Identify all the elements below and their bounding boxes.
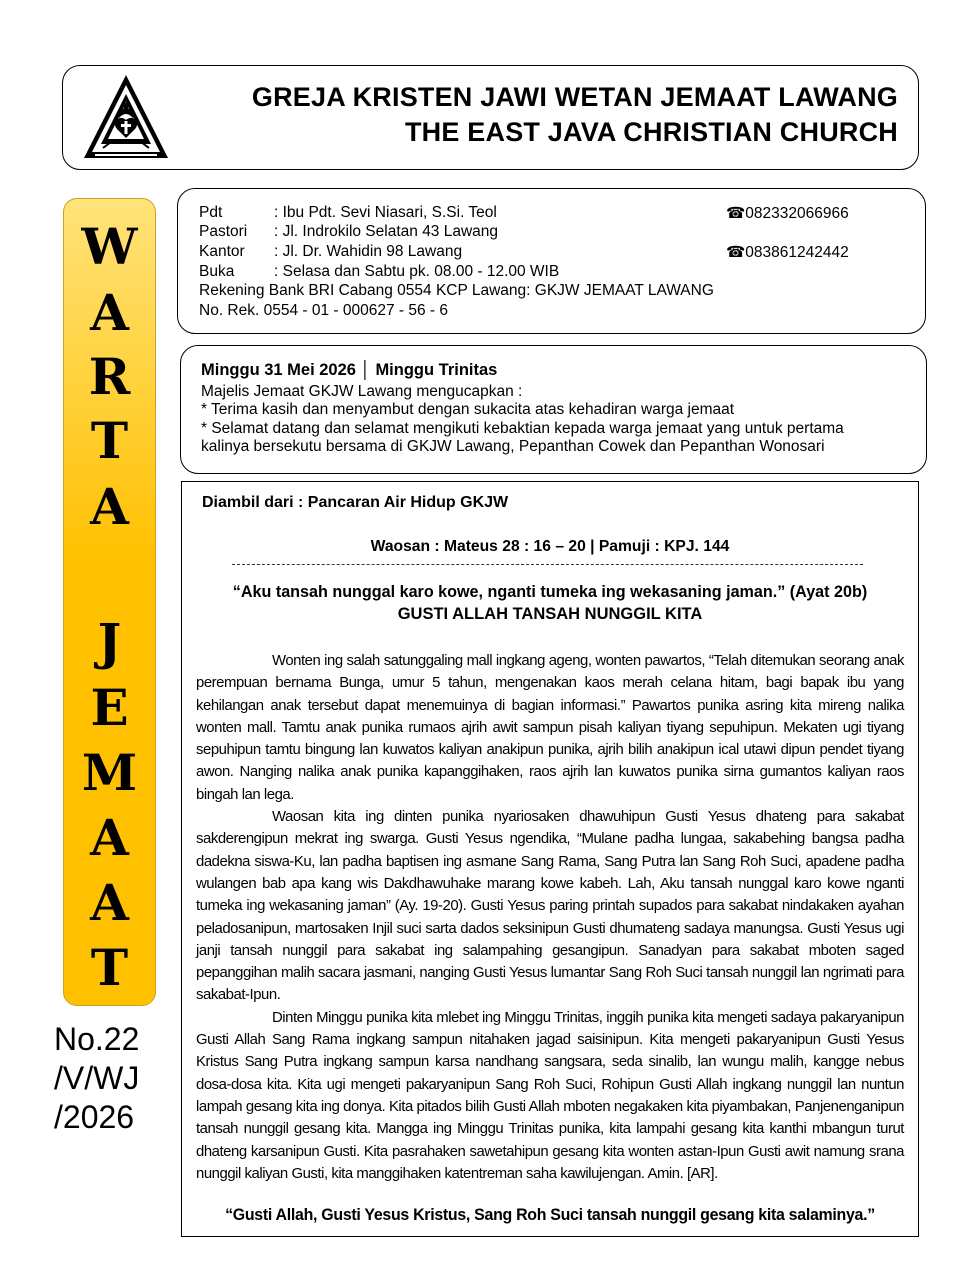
- info-label: Pastori: [199, 223, 248, 240]
- issue-line: No.22: [54, 1021, 140, 1057]
- header-banner: [62, 65, 919, 170]
- article-paragraph: Wonten ing salah satunggaling mall ingkang ageng, wonten pawartos, “Telah ditemukan seorang anak perempuan bernama Bunga, umur 5 tahun, mengenakan kaos merah celana hitam, bagi bapak ibu yang kehilangan anak tersebut dapat menemuinya di bagian informasi.” Pawartos punika asring kita mireng nalika wonten mall. Tamtu anak punika rumaos ajrih awit sampun pisah kaliyan tiyang sepuhipun. Mekaten ugi tiyang sepuhipun tamtu bingung lan kuwatos kaliyan anakipun punika, ajrih bilih anakipun ical utawi dipun pendet tiyang awon. Nanging nalika anak punika kapanggihaken, raos ajrih lan kuwatos punika sirna gumantos kaliyan raos bingah lan lega.: [196, 653, 904, 803]
- notice-item-continued: kalinya bersekutu bersama di GKJW Lawang, Pepanthan Cowek dan Pepanthan Wonosari: [201, 438, 825, 455]
- key-verse: “Aku tansah nunggal karo kowe, nganti tumeka ing wekasaning jaman.” (Ayat 20b): [232, 583, 868, 601]
- notice-intro: Majelis Jemaat GKJW Lawang mengucapkan :: [201, 383, 523, 400]
- office-phone: ☎083861242442: [726, 244, 849, 261]
- info-value: : Jl. Indrokilo Selatan 43 Lawang: [274, 223, 499, 240]
- church-logo-icon: [81, 72, 171, 164]
- article-paragraph: Waosan kita ing dinten punika nyariosaken dhawuhipun Gusti Yesus dhateng para sakabat sakderengipun mekrat ing swarga. Gusti Yesus ngendika, “Mulane padha lungaa, sakabehing bangsa padha dadekna siswa-Ku, lan padha baptisen ing asmane Sang Rama, Sang Putra lan Sang Roh Suci, apadene padha wulangen bab apa kang wis Dakdhawuhake marang kowe kabeh. Lah, Aku tansah nunggal karo kowe nganti tumeka ing wekasaning jaman” (Ay. 19-20). Gusti Yesus paring printah supados para sakabat nindakaken ayahan peladosanipun, martosaken Injil suci sarta dados seksinipun Gusti dhumateng sadaya manungsa. Gusti Yesus ugi janji tansah nunggil para sakabat ing salampahing gesangipun. Sanadyan para sakabat mboten saged pepanggihan malih sacara jasmani, nanging Gusti Yesus lumantar Sang Roh Suci tansah nunggil lan ngrimati para sakabat-Ipun.: [196, 809, 904, 1004]
- sidebar-letter: E: [90, 678, 129, 737]
- info-row-pastori: [199, 223, 498, 241]
- sidebar-letter: J: [97, 612, 122, 671]
- pastor-phone: ☎082332066966: [726, 205, 849, 222]
- sidebar-letter: A: [90, 873, 129, 932]
- info-row-office: [199, 243, 462, 261]
- church-name-indonesian: GREJA KRISTEN JAWI WETAN JEMAAT LAWANG: [251, 82, 898, 112]
- sidebar-letter: M: [81, 743, 138, 802]
- info-row-pastor: [199, 204, 497, 222]
- info-value: : Ibu Pdt. Sevi Niasari, S.Si. Teol: [274, 204, 497, 221]
- sidebar-letter: A: [90, 283, 129, 342]
- dashed-divider: [232, 564, 863, 565]
- devotional-article: [181, 481, 919, 1237]
- article-paragraph: Dinten Minggu punika kita mlebet ing Minggu Trinitas, inggih punika kita mengeti sadaya pakaryanipun Gusti Allah Sang Rama ingkang sampun nitahaken jagad saisinipun. Kita mengeti pakaryanipun Gusti Yesus Kristus Sang Putra ingkang sampun karsa nandhang sangsara, seda sinalib, lan wungu malih, kangge nebus dosa-dosa kita. Kita ugi mengeti pakaryanipun Sang Roh Suci, Rohipun Gusti Allah ingkang nunggil lan nuntun lampah gesang kita ing donya. Kita pitados bilih Gusti Allah mboten negakaken kita piyambakan, Panjenenganipun tansah nunggil gesang kita. Mangga ing Minggu Trinitas punika, kita lampahi gesang kita kanthi mbangun turut dhateng karsanipun Gusti. Kita pasrahaken sawetahipun gesang kita wonten astan-Ipun Gusti awit namung srana nunggil kaliyan Gusti, kita manggihaken katentreman saha kawilujengan. Amin. [AR].: [196, 1009, 904, 1182]
- sidebar-letter: A: [90, 808, 129, 867]
- article-body: [196, 650, 904, 1185]
- sidebar-letter: T: [90, 411, 129, 470]
- sidebar-letter: W: [81, 217, 138, 276]
- scripture-reading: Waosan : Mateus 28 : 16 – 20 | Pamuji : KPJ. 144: [370, 538, 730, 555]
- sidebar-letter: T: [90, 938, 129, 997]
- article-source: Diambil dari : Pancaran Air Hidup GKJW: [202, 494, 509, 511]
- church-name-english: THE EAST JAVA CHRISTIAN CHURCH: [404, 117, 898, 147]
- sidebar-letter: R: [88, 347, 131, 406]
- warta-jemaat-sidebar: [63, 198, 156, 1006]
- bank-account-line: Rekening Bank BRI Cabang 0554 KCP Lawang: GKJW JEMAAT LAWANG: [199, 282, 714, 299]
- info-value: : Selasa dan Sabtu pk. 08.00 - 12.00 WIB: [274, 263, 560, 280]
- article-theme: GUSTI ALLAH TANSAH NUNGGIL KITA: [397, 605, 703, 623]
- issue-number: [54, 1020, 139, 1137]
- issue-line: /2026: [54, 1099, 135, 1135]
- notice-item: * Selamat datang dan selamat mengikuti kebaktian kepada warga jemaat yang untuk pertama: [201, 420, 844, 437]
- sidebar-letter: A: [90, 477, 129, 536]
- info-label: Pdt: [199, 204, 223, 221]
- notice-title: Minggu 31 Mei 2026 │ Minggu Trinitas: [201, 361, 498, 379]
- info-row-hours: [199, 263, 559, 281]
- info-label: Kantor: [199, 243, 245, 260]
- church-info-box: [177, 188, 926, 334]
- issue-line: /V/WJ: [54, 1060, 140, 1096]
- weekly-notice-box: [180, 345, 927, 474]
- info-label: Buka: [199, 263, 235, 280]
- closing-statement: “Gusti Allah, Gusti Yesus Kristus, Sang Roh Suci tansah nunggil gesang kita salaminya.”: [225, 1206, 875, 1224]
- bank-number-line: No. Rek. 0554 - 01 - 000627 - 56 - 6: [199, 302, 449, 319]
- notice-item: * Terima kasih dan menyambut dengan sukacita atas kehadiran warga jemaat: [201, 401, 735, 418]
- info-value: : Jl. Dr. Wahidin 98 Lawang: [274, 243, 463, 260]
